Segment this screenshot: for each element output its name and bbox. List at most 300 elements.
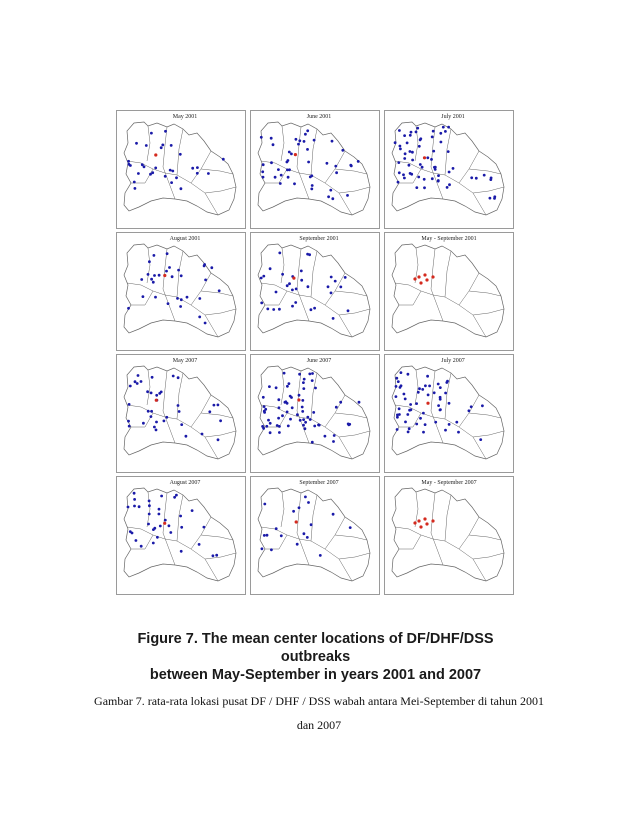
outbreak-point [309, 418, 312, 421]
outbreak-point [151, 376, 154, 379]
outbreak-point [215, 554, 218, 557]
outbreak-point [272, 308, 275, 311]
outbreak-point [303, 532, 306, 535]
outbreak-point [475, 177, 478, 180]
outbreak-point [335, 171, 338, 174]
figure-caption-line-2: between May-September in years 2001 and 2007 [149, 667, 482, 683]
outbreak-point [396, 428, 399, 431]
outbreak-point [266, 308, 269, 311]
outbreak-point [415, 423, 418, 426]
district-map [251, 477, 379, 594]
outbreak-point [277, 417, 280, 420]
outbreak-point [180, 187, 183, 190]
outbreak-point [400, 371, 403, 374]
outbreak-point [298, 506, 301, 509]
outbreak-point [303, 140, 306, 143]
outbreak-point [313, 139, 316, 142]
outbreak-point [439, 396, 442, 399]
outbreak-point [159, 525, 162, 528]
outbreak-point [448, 423, 451, 426]
outbreak-point [300, 279, 303, 282]
outbreak-point [291, 289, 294, 292]
mean-center-marker [426, 402, 429, 405]
outbreak-point [344, 276, 347, 279]
outbreak-point [483, 174, 486, 177]
outbreak-point [204, 279, 207, 282]
panel-title: August 2007 [169, 480, 201, 486]
outbreak-point [341, 149, 344, 152]
outbreak-point [334, 165, 337, 168]
outbreak-point [332, 513, 335, 516]
outbreak-point [310, 523, 313, 526]
outbreak-point [269, 267, 272, 270]
outbreak-point [210, 266, 213, 269]
mean-center-marker [425, 278, 428, 281]
outbreak-point [198, 316, 201, 319]
outbreak-point [329, 189, 332, 192]
outbreak-point [185, 435, 188, 438]
outbreak-point [399, 386, 402, 389]
outbreak-point [415, 131, 418, 134]
outbreak-point [153, 274, 156, 277]
outbreak-point [170, 144, 173, 147]
outbreak-point [437, 404, 440, 407]
panel-title: August 2001 [169, 236, 201, 242]
outbreak-point [424, 423, 427, 426]
outbreak-point [171, 170, 174, 173]
outbreak-point [330, 276, 333, 279]
mean-center-marker [295, 520, 298, 523]
outbreak-point [148, 500, 151, 503]
outbreak-point [143, 165, 146, 168]
outbreak-point [275, 386, 278, 389]
outbreak-point [432, 150, 435, 153]
outbreak-point [138, 505, 141, 508]
outbreak-point [296, 543, 299, 546]
outbreak-point [163, 420, 166, 423]
outbreak-point [150, 392, 153, 395]
panel-title: June 2007 [306, 358, 332, 364]
outbreak-point [303, 378, 306, 381]
outbreak-point [433, 391, 436, 394]
outbreak-point [327, 195, 330, 198]
outbreak-point [317, 424, 320, 427]
mean-center-marker [163, 274, 166, 277]
outbreak-point [445, 381, 448, 384]
outbreak-point [311, 372, 314, 375]
outbreak-point [417, 176, 420, 179]
outbreak-point [278, 406, 281, 409]
outbreak-point [286, 161, 289, 164]
outbreak-point [289, 395, 292, 398]
outbreak-point [128, 403, 131, 406]
outbreak-point [331, 197, 334, 200]
outbreak-point [169, 169, 172, 172]
outbreak-point [152, 528, 155, 531]
map-outline [392, 488, 504, 581]
outbreak-point [136, 382, 139, 385]
outbreak-point [311, 379, 314, 382]
outbreak-point [135, 539, 138, 542]
mean-center-marker [431, 519, 434, 522]
outbreak-point [261, 425, 264, 428]
outbreak-point [148, 504, 151, 507]
mean-center-marker [413, 521, 416, 524]
district-map [385, 355, 513, 472]
outbreak-point [186, 296, 189, 299]
outbreak-point [444, 392, 447, 395]
outbreak-point [283, 372, 286, 375]
outbreak-point [173, 496, 176, 499]
outbreak-point [307, 161, 310, 164]
outbreak-point [272, 143, 275, 146]
outbreak-point [160, 146, 163, 149]
outbreak-point [446, 186, 449, 189]
outbreak-point [416, 127, 419, 130]
outbreak-point [448, 402, 451, 405]
outbreak-point [218, 289, 221, 292]
panel-title: May 2007 [172, 358, 198, 364]
outbreak-point [158, 508, 161, 511]
map-outline [124, 122, 236, 215]
outbreak-point [161, 144, 164, 147]
outbreak-point [158, 513, 161, 516]
outbreak-point [333, 434, 336, 437]
outbreak-point [409, 134, 412, 137]
outbreak-point [431, 136, 434, 139]
district-map [251, 111, 379, 228]
outbreak-point [404, 421, 407, 424]
outbreak-point [288, 282, 291, 285]
outbreak-point [290, 153, 293, 156]
outbreak-point [275, 527, 278, 530]
map-panel [250, 354, 380, 473]
outbreak-point [397, 161, 400, 164]
outbreak-point [191, 167, 194, 170]
outbreak-point [419, 163, 422, 166]
outbreak-point [347, 423, 350, 426]
outbreak-point [280, 174, 283, 177]
outbreak-point [299, 419, 302, 422]
map-panel [250, 476, 380, 595]
outbreak-point [176, 297, 179, 300]
outbreak-point [164, 130, 167, 133]
outbreak-point [134, 380, 137, 383]
outbreak-point [260, 136, 263, 139]
outbreak-point [297, 143, 300, 146]
outbreak-point [219, 419, 222, 422]
mean-center-marker [413, 277, 416, 280]
outbreak-point [164, 175, 167, 178]
outbreak-point [289, 418, 292, 421]
outbreak-point [278, 252, 281, 255]
outbreak-point [287, 176, 290, 179]
outbreak-point [339, 401, 342, 404]
outbreak-point [263, 503, 266, 506]
outbreak-point [481, 404, 484, 407]
outbreak-point [314, 387, 317, 390]
outbreak-point [409, 172, 412, 175]
outbreak-point [286, 385, 289, 388]
outbreak-point [133, 492, 136, 495]
outbreak-point [332, 440, 335, 443]
outbreak-point [291, 305, 294, 308]
panel-title: July 2001 [441, 114, 465, 120]
outbreak-point [147, 523, 150, 526]
outbreak-point [129, 164, 132, 167]
outbreak-point [260, 277, 263, 280]
mean-center-marker [297, 398, 300, 401]
outbreak-point [262, 163, 265, 166]
outbreak-point [399, 148, 402, 151]
outbreak-point [397, 380, 400, 383]
map-panel [250, 232, 380, 351]
outbreak-point [357, 160, 360, 163]
district-map [117, 477, 245, 594]
outbreak-point [142, 295, 145, 298]
outbreak-point [310, 308, 313, 311]
outbreak-point [335, 406, 338, 409]
outbreak-point [204, 322, 207, 325]
map-panel [116, 476, 246, 595]
panel-title: May - September 2001 [421, 236, 477, 242]
outbreak-point [306, 416, 309, 419]
outbreak-point [304, 496, 307, 499]
outbreak-point [439, 408, 442, 411]
map-panel [250, 110, 380, 229]
outbreak-point [129, 530, 132, 533]
outbreak-point [408, 409, 411, 412]
outbreak-point [468, 409, 471, 412]
outbreak-point [421, 166, 424, 169]
outbreak-point [324, 435, 327, 438]
outbreak-point [133, 498, 136, 501]
outbreak-point [304, 133, 307, 136]
outbreak-point [127, 506, 130, 509]
outbreak-point [310, 174, 313, 177]
outbreak-point [208, 410, 211, 413]
outbreak-point [137, 374, 140, 377]
outbreak-point [399, 145, 402, 148]
outbreak-point [167, 302, 170, 305]
outbreak-point [140, 278, 143, 281]
outbreak-point [169, 531, 172, 534]
outbreak-point [311, 441, 314, 444]
outbreak-point [422, 412, 425, 415]
outbreak-point [397, 181, 400, 184]
outbreak-point [146, 390, 149, 393]
outbreak-point [152, 281, 155, 284]
outbreak-point [213, 404, 216, 407]
outbreak-point [268, 385, 271, 388]
outbreak-point [423, 186, 426, 189]
outbreak-point [294, 301, 297, 304]
outbreak-point [415, 186, 418, 189]
outbreak-point [261, 170, 264, 173]
outbreak-point [212, 554, 215, 557]
outbreak-point [267, 419, 270, 422]
outbreak-point [152, 542, 155, 545]
outbreak-point [403, 177, 406, 180]
outbreak-point [298, 373, 301, 376]
outbreak-point [444, 429, 447, 432]
outbreak-point [281, 414, 284, 417]
panel-title: September 2001 [299, 236, 339, 242]
map-panel [116, 354, 246, 473]
mean-center-marker [294, 153, 297, 156]
outbreak-point [172, 375, 175, 378]
outbreak-point [398, 171, 401, 174]
outbreak-point [296, 413, 299, 416]
outbreak-point [330, 292, 333, 295]
outbreak-point [349, 526, 352, 529]
outbreak-point [410, 131, 413, 134]
mean-center-marker [425, 522, 428, 525]
outbreak-point [411, 159, 414, 162]
outbreak-point [301, 406, 304, 409]
outbreak-point [196, 166, 199, 169]
outbreak-point [178, 410, 181, 413]
outbreak-point [434, 421, 437, 424]
outbreak-point [448, 171, 451, 174]
outbreak-point [298, 394, 301, 397]
figure-caption [112, 630, 519, 684]
indonesian-caption [60, 689, 578, 737]
map-outline [258, 244, 370, 337]
outbreak-point [406, 413, 409, 416]
outbreak-point [203, 526, 206, 529]
outbreak-point [403, 134, 406, 137]
outbreak-point [358, 401, 361, 404]
outbreak-point [196, 172, 199, 175]
outbreak-point [148, 513, 151, 516]
outbreak-point [270, 161, 273, 164]
mean-center-marker [423, 156, 426, 159]
outbreak-point [165, 270, 168, 273]
outbreak-point [160, 495, 163, 498]
outbreak-point [403, 157, 406, 160]
outbreak-point [440, 141, 443, 144]
outbreak-point [452, 167, 455, 170]
outbreak-point [175, 176, 178, 179]
outbreak-point [421, 388, 424, 391]
outbreak-point [154, 167, 157, 170]
outbreak-point [262, 176, 265, 179]
outbreak-point [295, 288, 298, 291]
outbreak-point [295, 138, 298, 141]
outbreak-point [306, 129, 309, 132]
outbreak-point [222, 158, 225, 161]
outbreak-point [408, 164, 411, 167]
outbreak-point [287, 425, 290, 428]
outbreak-point [170, 181, 173, 184]
outbreak-point [156, 536, 159, 539]
outbreak-point [127, 307, 130, 310]
indonesian-caption-line-1: Gambar 7. rata-rata lokasi pusat DF / DHF / DSS wabah antara Mei-September di tahun 2001 [94, 694, 544, 708]
outbreak-point [150, 278, 153, 281]
outbreak-point [158, 274, 161, 277]
panel-title: May - September 2007 [421, 480, 477, 486]
outbreak-point [411, 151, 414, 154]
map-outline [258, 122, 370, 215]
outbreak-point [398, 413, 401, 416]
map-panel [384, 476, 514, 595]
outbreak-point [307, 285, 310, 288]
mean-center-marker [419, 281, 422, 284]
outbreak-point [278, 431, 281, 434]
outbreak-point [302, 387, 305, 390]
outbreak-point [431, 177, 434, 180]
outbreak-point [409, 403, 412, 406]
outbreak-point [129, 385, 132, 388]
outbreak-point [470, 405, 473, 408]
figure-caption-line-1: Figure 7. The mean center locations of DF/DHF/DSS outbreaks [137, 631, 494, 665]
outbreak-point [403, 393, 406, 396]
outbreak-point [175, 494, 178, 497]
outbreak-point [177, 269, 180, 272]
outbreak-point [198, 543, 201, 546]
outbreak-point [307, 501, 310, 504]
outbreak-point [148, 260, 151, 263]
outbreak-point [217, 438, 220, 441]
outbreak-point [437, 174, 440, 177]
outbreak-point [286, 402, 289, 405]
outbreak-point [418, 145, 421, 148]
outbreak-point [155, 429, 158, 432]
mean-center-marker [155, 399, 158, 402]
outbreak-point [165, 416, 168, 419]
outbreak-point [415, 402, 418, 405]
outbreak-point [430, 158, 433, 161]
outbreak-point [263, 405, 266, 408]
outbreak-point [279, 182, 282, 185]
outbreak-point [301, 410, 304, 413]
outbreak-point [326, 162, 329, 165]
map-panel [384, 110, 514, 229]
outbreak-point [398, 407, 401, 410]
outbreak-point [293, 182, 296, 185]
district-map [117, 233, 245, 350]
outbreak-point [332, 317, 335, 320]
outbreak-point [470, 176, 473, 179]
outbreak-point [439, 386, 442, 389]
outbreak-point [419, 139, 422, 142]
outbreak-point [304, 421, 307, 424]
district-map [117, 355, 245, 472]
outbreak-point [269, 422, 272, 425]
outbreak-point [347, 309, 350, 312]
outbreak-point [311, 184, 314, 187]
outbreak-point [217, 404, 220, 407]
mean-center-marker [417, 275, 420, 278]
outbreak-point [275, 291, 278, 294]
outbreak-point [262, 275, 265, 278]
district-map [385, 111, 513, 228]
outbreak-point [422, 431, 425, 434]
outbreak-point [274, 176, 277, 179]
outbreak-point [418, 387, 421, 390]
figure-image [112, 106, 519, 592]
district-map [117, 111, 245, 228]
outbreak-point [145, 144, 148, 147]
outbreak-point [427, 394, 430, 397]
outbreak-point [265, 425, 268, 428]
outbreak-point [151, 171, 154, 174]
outbreak-point [423, 178, 426, 181]
outbreak-point [493, 195, 496, 198]
outbreak-point [153, 254, 156, 257]
outbreak-point [306, 253, 309, 256]
